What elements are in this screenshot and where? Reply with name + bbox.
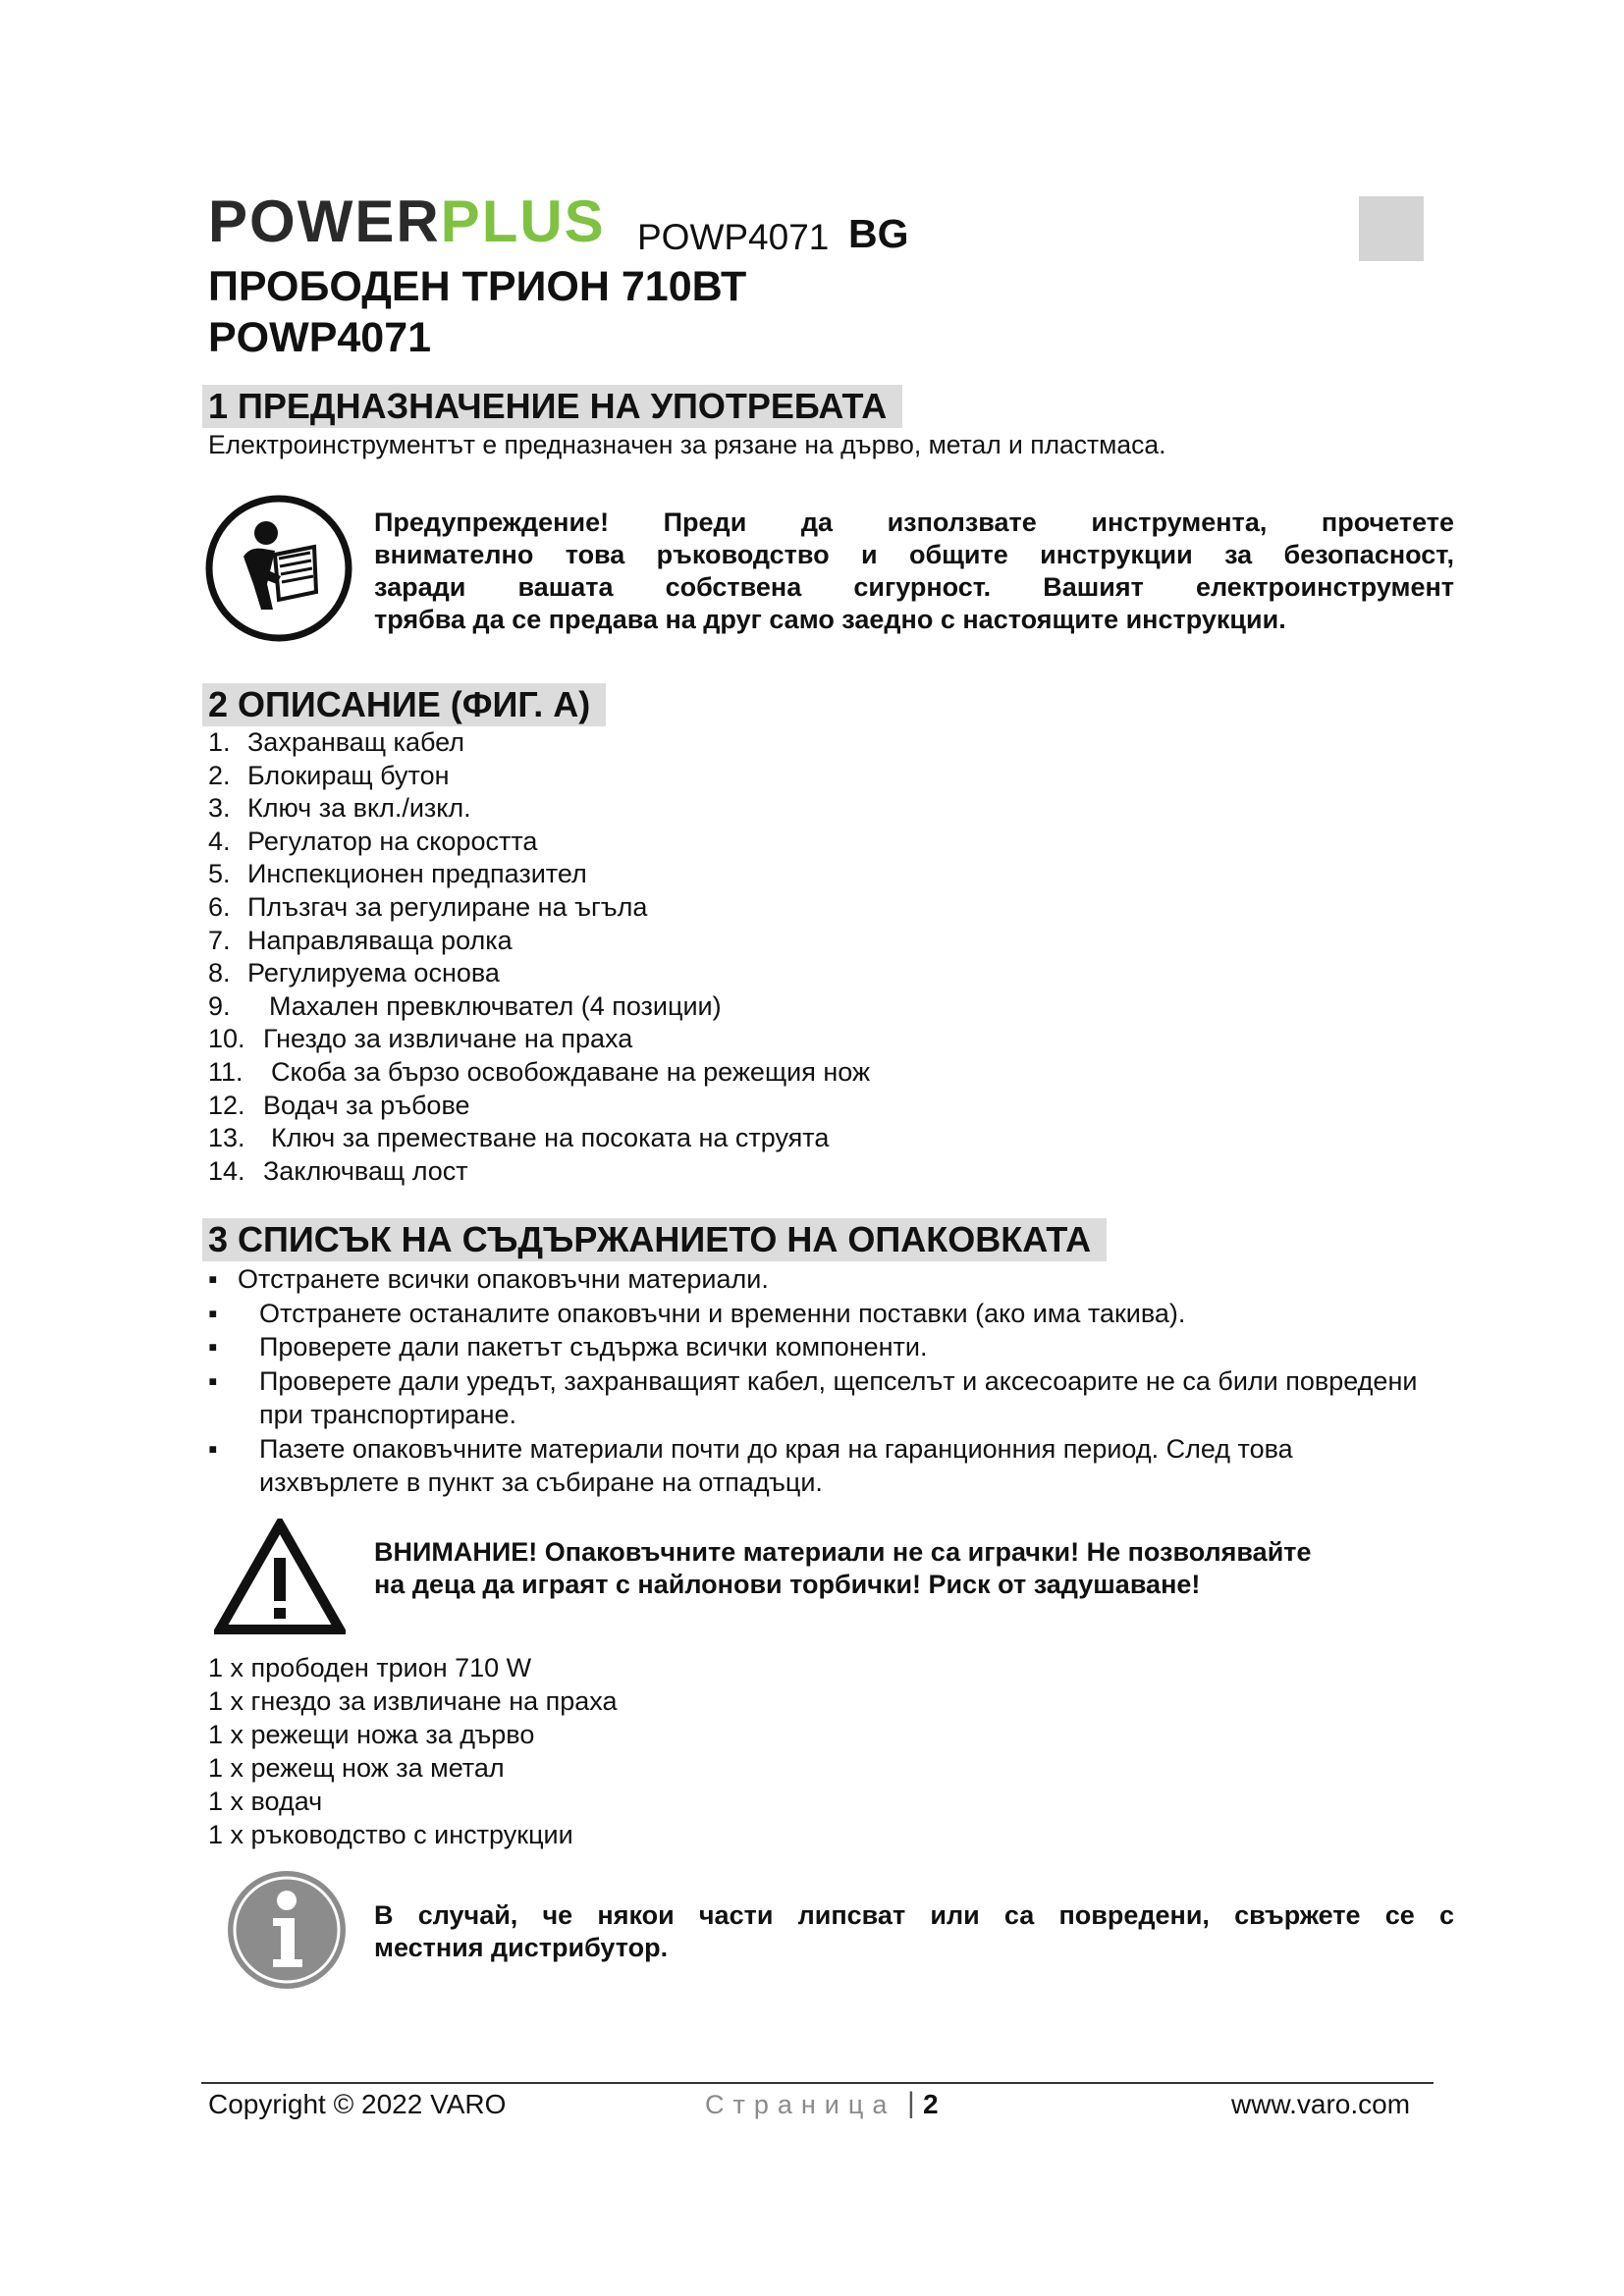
warning-line: внимателно това ръководство и общите инструкции за безопасност,	[374, 540, 1454, 569]
brand-logo-part1: POWER	[208, 188, 441, 254]
list-item: 3. Ключ за вкл./изкл.	[208, 793, 471, 824]
list-item: 1 x режещ нож за метал	[208, 1753, 505, 1783]
list-item: 11. Скоба за бързо освобождаване на режещия нож	[208, 1056, 871, 1087]
list-item: ▪ Проверете дали уредът, захранващият кабел, щепселът и аксесоарите не са били повредени при транспортиране.	[208, 1365, 1418, 1429]
warning-line: Предупреждение! Преди да използвате инструмента, прочетете	[374, 507, 1454, 537]
list-item: 10. Гнездо за извличане на праха	[208, 1024, 633, 1054]
missing-parts-note	[374, 1899, 1454, 1964]
corner-marker	[1359, 196, 1424, 261]
section-heading-description: 2 ОПИСАНИЕ (ФИГ. A)	[202, 683, 606, 726]
section-heading-intended-use: 1 ПРЕДНАЗНАЧЕНИЕ НА УПОТРЕБАТА	[202, 385, 902, 428]
language-code: BG	[848, 211, 909, 256]
list-item: 6. Плъзгач за регулиране на ъгъла	[208, 891, 648, 922]
list-item: 1 x ръководство с инструкции	[208, 1820, 573, 1849]
list-item: 14. Заключващ лост	[208, 1155, 468, 1186]
bullet-icon: ▪	[208, 1298, 218, 1328]
list-item: 8. Регулируема основа	[208, 958, 500, 988]
note-line: В случай, че някои части липсват или са повредени, свържете се с	[374, 1900, 1454, 1930]
list-item: 13. Ключ за преместване на посоката на струята	[208, 1123, 830, 1153]
unpacking-instructions	[208, 1262, 1435, 1500]
list-item: 4. Регулатор на скоростта	[208, 826, 538, 856]
warning-line: трябва да се предава на друг само заедно с настоящите инструкции.	[374, 605, 1286, 634]
page-separator: |	[907, 2087, 915, 2119]
read-manual-icon	[204, 494, 353, 643]
list-item: 1 x водач	[208, 1787, 323, 1816]
warning-triangle-icon	[214, 1519, 346, 1636]
caution-line: ВНИМАНИЕ! Опаковъчните материали не са играчки! Не позволявайте	[374, 1537, 1312, 1567]
list-item: 9. Махален превключвател (4 позиции)	[208, 990, 722, 1021]
model-number: POWP4071	[637, 217, 830, 257]
caution-message	[374, 1536, 1312, 1601]
page-label: Страница	[705, 2090, 896, 2119]
bullet-icon: ▪	[208, 1365, 218, 1396]
info-icon	[226, 1869, 348, 1991]
list-item: 1. Захранващ кабел	[208, 727, 464, 757]
parts-list	[208, 726, 870, 1188]
list-item: ▪ Проверете дали пакетът съдържа всички компоненти.	[208, 1330, 1435, 1364]
bullet-icon: ▪	[208, 1433, 218, 1464]
list-item: 1 x режещи ножа за дърво	[208, 1720, 535, 1749]
bullet-icon: ▪	[208, 1264, 218, 1294]
bullet-icon: ▪	[208, 1332, 218, 1362]
copyright-notice: Copyright © 2022 VARO	[208, 2089, 507, 2119]
package-contents-list	[208, 1651, 617, 1851]
warning-line: заради вашата собствена сигурност. Вашият електроинструмент	[374, 572, 1454, 602]
document-subtitle: POWP4071	[208, 314, 432, 361]
page-number: 2	[923, 2089, 939, 2119]
document-title: ПРОБОДЕН ТРИОН 710ВТ	[208, 263, 747, 310]
section-heading-package-contents: 3 СПИСЪК НА СЪДЪРЖАНИЕТО НА ОПАКОВКАТА	[202, 1218, 1107, 1261]
footer-divider	[201, 2082, 1434, 2084]
list-item: 1 x прободен трион 710 W	[208, 1653, 532, 1682]
list-item: 1 x гнездо за извличане на праха	[208, 1686, 618, 1716]
safety-warning	[374, 507, 1454, 636]
note-line: местния дистрибутор.	[374, 1933, 669, 1962]
list-item: ▪ Пазете опаковъчните материали почти до края на гаранционния период. След това изхвърлете в пункт за събиране на отпадъци.	[208, 1433, 1293, 1497]
list-item: 12. Водач за ръбове	[208, 1090, 470, 1120]
brand-logo-part2: PLUS	[440, 188, 606, 254]
list-item: 5. Инспекционен предпазител	[208, 859, 587, 889]
list-item: 7. Направляваща ролка	[208, 925, 513, 955]
caution-line: на деца да играят с найлонови торбички! Риск от задушаване!	[374, 1570, 1201, 1599]
list-item: ▪ Отстранете останалите опаковъчни и временни поставки (ако има такива).	[208, 1297, 1435, 1331]
intended-use-text: Електроинструментът е предназначен за рязане на дърво, метал и пластмаса.	[208, 430, 1166, 459]
brand-logo	[208, 188, 606, 254]
website-link[interactable]: www.varo.com	[1231, 2089, 1411, 2119]
list-item: ▪ Отстранете всички опаковъчни материали.	[208, 1262, 1435, 1297]
list-item: 2. Блокиращ бутон	[208, 760, 450, 790]
